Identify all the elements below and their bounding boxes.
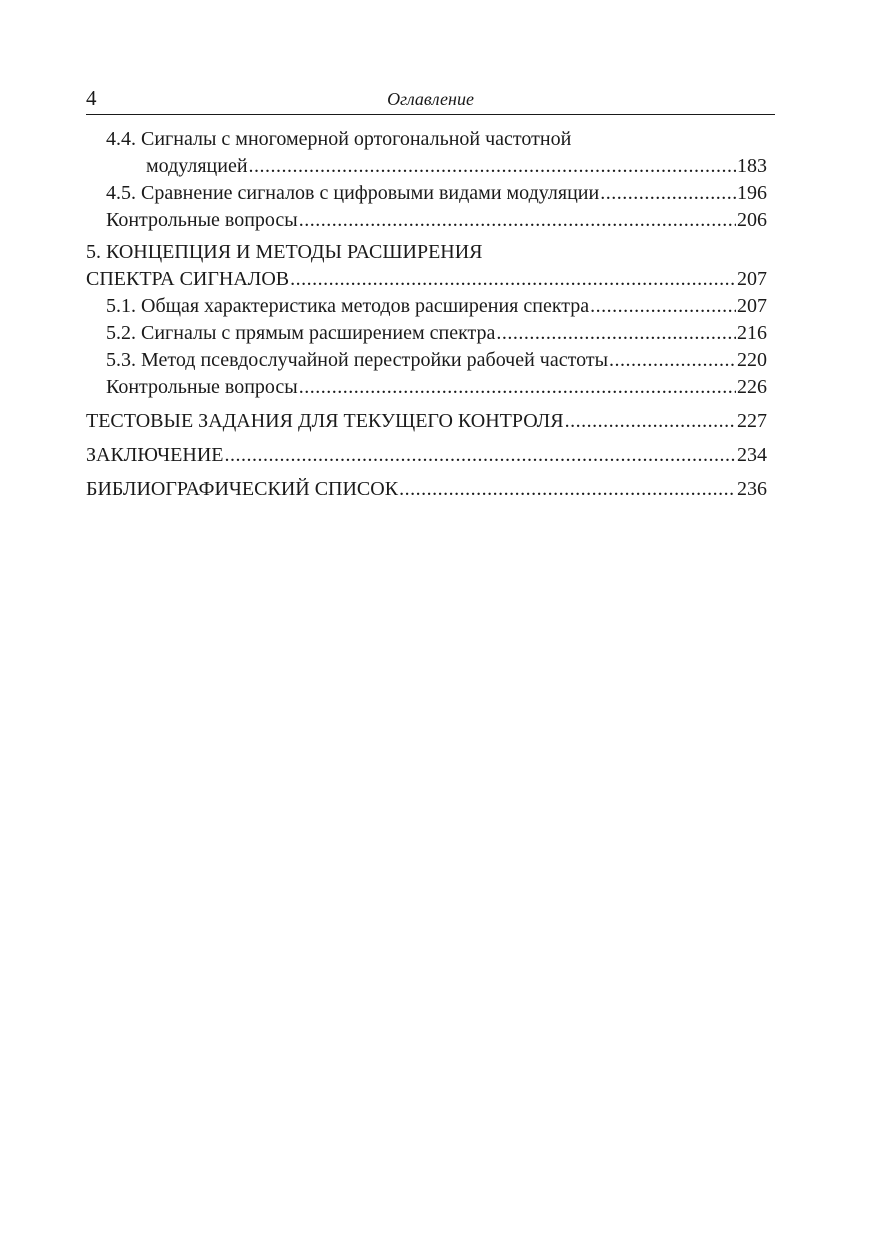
toc-chapter-5-line2[interactable] <box>86 266 767 293</box>
dot-leader <box>496 320 736 347</box>
dot-leader <box>399 476 736 503</box>
toc-entry-4-4-line2[interactable] <box>86 153 767 180</box>
page-header <box>86 84 775 115</box>
toc-entry-title: модуляцией <box>146 155 248 177</box>
toc-entry-5-3[interactable] <box>86 347 767 374</box>
dot-leader <box>609 347 736 374</box>
toc-chapter-title: ЗАКЛЮЧЕНИЕ <box>86 444 224 466</box>
toc-chapter-title: СПЕКТРА СИГНАЛОВ <box>86 268 290 290</box>
dot-leader <box>299 374 736 401</box>
page-number: 4 <box>86 86 97 110</box>
toc-entry-title: Контрольные вопросы <box>106 376 298 398</box>
dot-leader <box>565 408 736 435</box>
dot-leader <box>249 153 736 180</box>
toc-chapter-5-line1[interactable] <box>86 239 767 266</box>
toc-chapter-title: БИБЛИОГРАФИЧЕСКИЙ СПИСОК <box>86 478 399 500</box>
dot-leader <box>224 442 736 469</box>
toc-entry-4-4-line1[interactable] <box>86 126 767 153</box>
dot-leader <box>590 293 736 320</box>
toc-page-number: 206 <box>737 209 767 231</box>
toc-page-number: 183 <box>737 155 767 177</box>
toc-page-number: 234 <box>737 444 767 466</box>
toc-page-number: 207 <box>737 268 767 290</box>
toc-entry-5-1[interactable] <box>86 293 767 320</box>
toc-tests[interactable] <box>86 408 767 435</box>
toc-entry-questions-5[interactable] <box>86 374 767 401</box>
toc-entry-5-2[interactable] <box>86 320 767 347</box>
toc-page-number: 227 <box>737 410 767 432</box>
toc-page-number: 207 <box>737 295 767 317</box>
toc-page-number: 226 <box>737 376 767 398</box>
toc-page-number: 196 <box>737 182 767 204</box>
toc-entry-questions-4[interactable] <box>86 207 767 234</box>
toc-conclusion[interactable] <box>86 442 767 469</box>
toc-entry-title: 5.3. Метод псевдослучайной перестройки рабочей частоты <box>106 349 609 371</box>
table-of-contents <box>86 126 767 503</box>
dot-leader <box>600 180 736 207</box>
toc-page-number: 220 <box>737 349 767 371</box>
dot-leader <box>290 266 736 293</box>
toc-entry-title: 4.5. Сравнение сигналов с цифровыми видами модуляции <box>106 182 600 204</box>
toc-page-number: 236 <box>737 478 767 500</box>
toc-chapter-title: ТЕСТОВЫЕ ЗАДАНИЯ ДЛЯ ТЕКУЩЕГО КОНТРОЛЯ <box>86 410 564 432</box>
dot-leader <box>299 207 736 234</box>
toc-entry-4-5[interactable] <box>86 180 767 207</box>
running-title: Оглавление <box>387 89 474 109</box>
toc-page-number: 216 <box>737 322 767 344</box>
toc-entry-title: 5.2. Сигналы с прямым расширением спектра <box>106 322 496 344</box>
toc-entry-title: Контрольные вопросы <box>106 209 298 231</box>
toc-entry-title: 4.4. Сигналы с многомерной ортогональной частотной <box>106 128 572 150</box>
toc-bibliography[interactable] <box>86 476 767 503</box>
toc-chapter-title: 5. КОНЦЕПЦИЯ И МЕТОДЫ РАСШИРЕНИЯ <box>86 241 483 263</box>
toc-entry-title: 5.1. Общая характеристика методов расширения спектра <box>106 295 590 317</box>
